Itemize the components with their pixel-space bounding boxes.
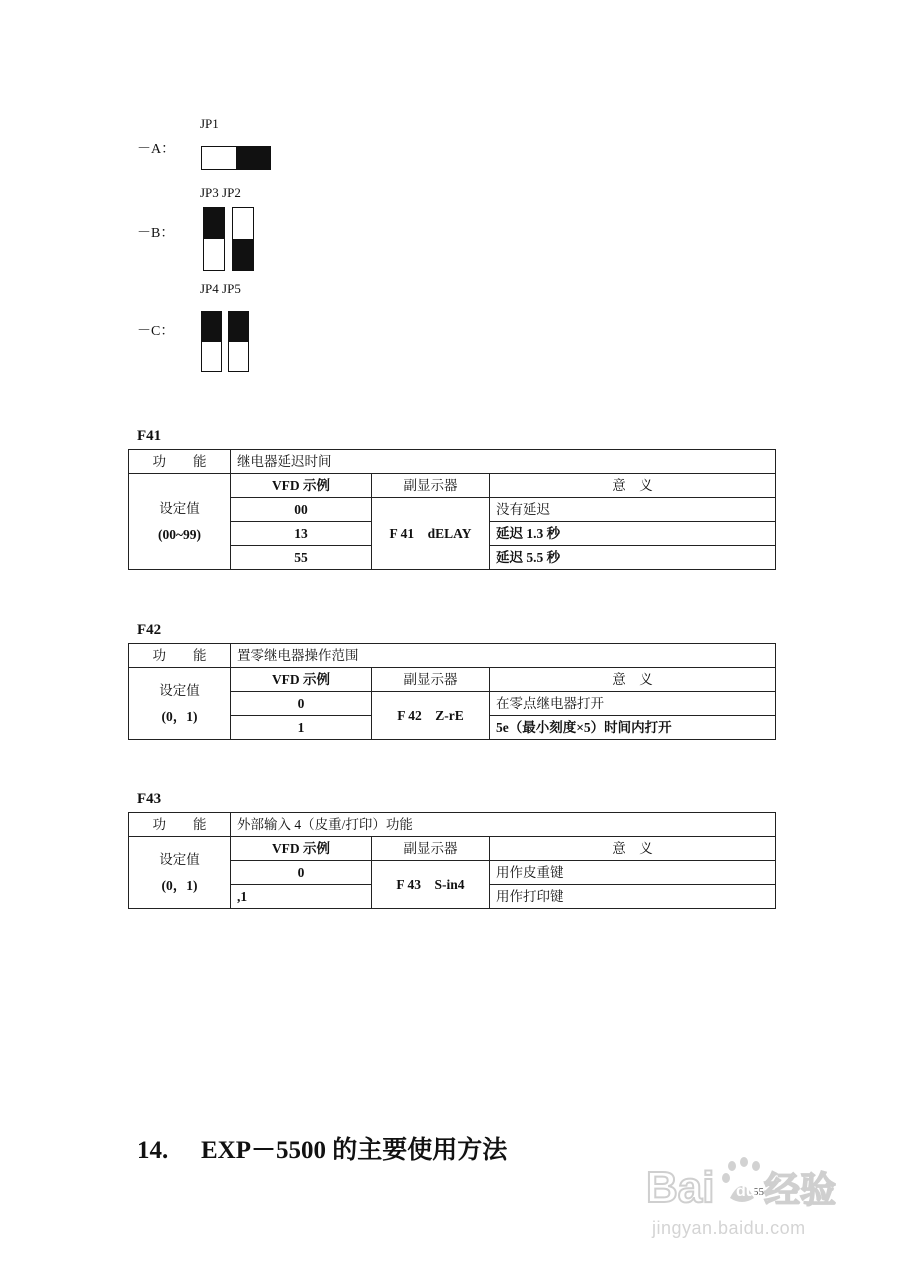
f43-col-vfd: VFD 示例 [231,837,372,861]
f41-row-meaning: 没有延迟 [490,498,776,522]
f41-col-vfd: VFD 示例 [231,474,372,498]
svg-text:经验: 经验 [764,1170,837,1211]
f41-title: F41 [137,428,162,444]
f42-row-meaning: 在零点继电器打开 [490,692,776,716]
f42-sub-display: F 42 Z-rE [372,692,490,740]
f41-row-meaning: 延迟 1.3 秒 [490,522,776,546]
page-number: 55 [753,1186,764,1198]
f41-func-value: 继电器延迟时间 [231,450,776,474]
svg-text:Bai: Bai [646,1163,715,1212]
f41-col-meaning: 意 义 [490,474,776,498]
f42-row-vfd: 0 [231,692,372,716]
f41-table [128,449,776,570]
baidu-watermark-url: jingyan.baidu.com [652,1218,806,1238]
f42-row-vfd: 1 [231,716,372,740]
f41-set-label [129,474,231,570]
jumper-b-header: JP3 JP2 [200,185,241,200]
f41-func-label: 功 能 [129,450,231,474]
f41-row-vfd: 00 [231,498,372,522]
jumper-a-label: －A： [137,142,176,157]
f43-set-range: (0，1) [161,877,198,893]
f41-row-vfd: 55 [231,546,372,570]
f41-col-sub: 副显示器 [372,474,490,498]
baidu-watermark-logo [646,1152,856,1221]
f43-func-value: 外部输入 4（皮重/打印）功能 [231,813,776,837]
section-number: 14. [137,1137,169,1164]
f43-col-meaning: 意 义 [490,837,776,861]
jumper-c-header: JP4 JP5 [200,281,241,296]
f41-set-label-main: 设定值 [159,500,200,516]
f42-func-label: 功 能 [129,644,231,668]
f41-set-range: (00~99) [157,526,201,542]
f42-title: F42 [137,622,162,638]
f42-row-meaning: 5e（最小刻度×5）时间内打开 [490,716,776,740]
jumper-b-label: －B： [137,226,175,241]
f42-col-meaning: 意 义 [490,668,776,692]
f43-title: F43 [137,791,162,807]
section-heading [137,1130,507,1166]
svg-text:du: du [736,1183,756,1200]
f42-col-vfd: VFD 示例 [231,668,372,692]
f43-row-meaning: 用作皮重键 [490,861,776,885]
section-title: EXP－5500 的主要使用方法 [201,1137,508,1164]
f43-col-sub: 副显示器 [372,837,490,861]
f42-func-value: 置零继电器操作范围 [231,644,776,668]
f42-set-label-main: 设定值 [159,682,200,698]
f42-set-range: (0，1) [161,708,198,724]
f43-set-label [129,837,231,909]
f43-func-label: 功 能 [129,813,231,837]
f41-row-meaning: 延迟 5.5 秒 [490,546,776,570]
f42-col-sub: 副显示器 [372,668,490,692]
f41-row-vfd: 13 [231,522,372,546]
f43-row-meaning: 用作打印键 [490,885,776,909]
f42-table [128,643,776,740]
jumper-a-header: JP1 [200,116,219,131]
f43-row-vfd: ,1 [231,885,372,909]
f41-sub-display: F 41 dELAY [372,498,490,570]
f43-sub-display: F 43 S-in4 [372,861,490,909]
f43-table [128,812,776,909]
f42-set-label [129,668,231,740]
f43-row-vfd: 0 [231,861,372,885]
f43-set-label-main: 设定值 [159,851,200,867]
jumper-c-label: －C： [137,324,175,339]
